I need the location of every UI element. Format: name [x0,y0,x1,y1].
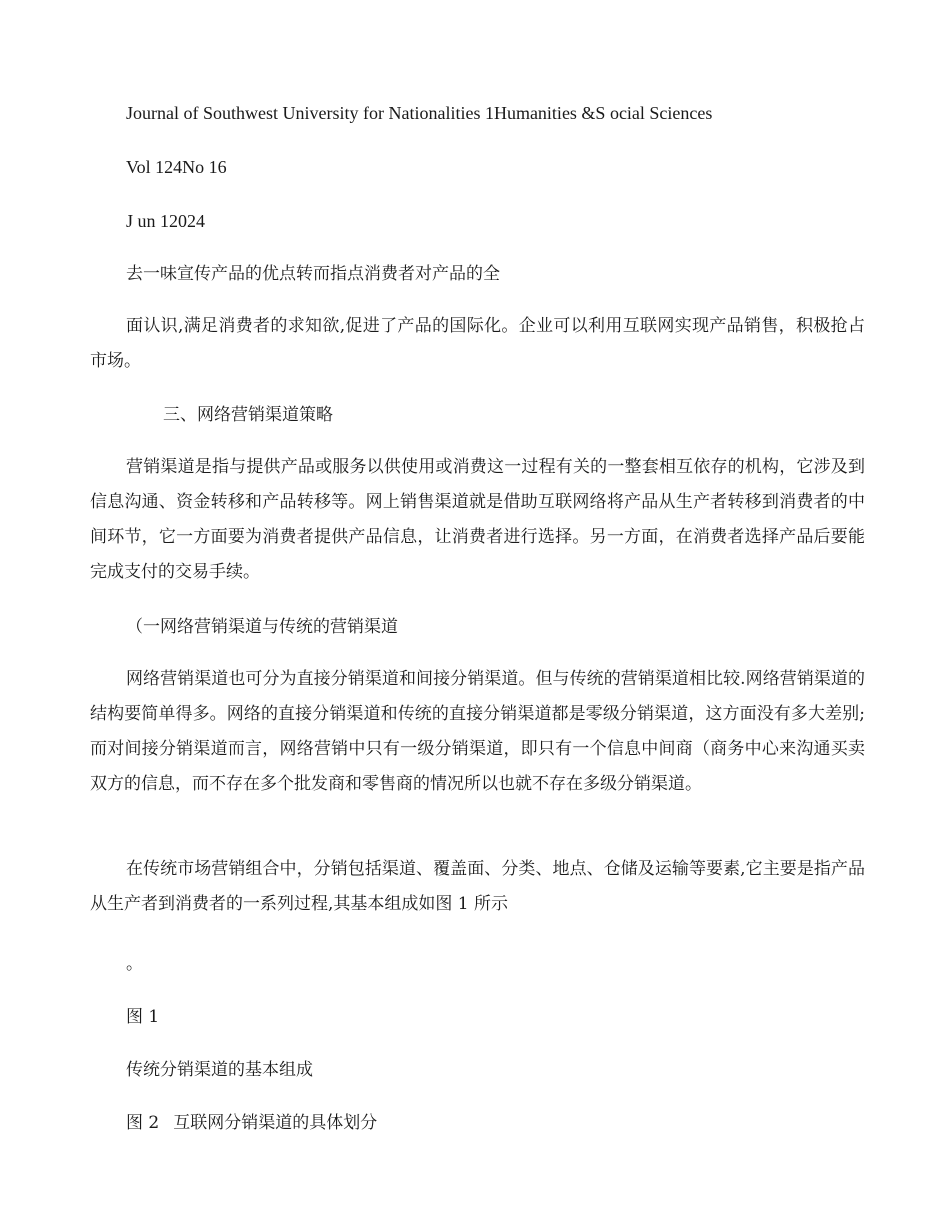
paragraph-4: 在传统市场营销组合中，分销包括渠道、覆盖面、分类、地点、仓储及运输等要素,它主要是指产品从生产者到消费者的一系列过程,其基本组成如图 1 所示 [90,859,865,914]
body-line: 去一味宣传产品的优点转而指点消费者对产品的全 [126,264,500,284]
subsection-heading: （一网络营销渠道与传统的营销渠道 [126,617,398,637]
figure-1-label: 图 1 [126,1007,160,1027]
figure-1-caption: 传统分销渠道的基本组成 [126,1060,313,1080]
section-heading: 三、网络营销渠道策略 [163,405,333,425]
journal-volume: Vol 124No 16 [126,157,227,177]
trailing-mark: 。 [126,954,143,974]
paragraph-1: 面认识,满足消费者的求知欲,促进了产品的国际化。企业可以利用互联网实现产品销售，积极抢占市场。 [90,316,865,371]
journal-title: Journal of Southwest University for Nationalities 1Humanities &S ocial Sciences [126,103,713,123]
figure-2-label: 图 2 [126,1113,160,1133]
figure-2-caption: 互联网分销渠道的具体划分 [173,1113,378,1133]
paragraph-2: 营销渠道是指与提供产品或服务以供使用或消费这一过程有关的一整套相互依存的机构，它涉及到信息沟通、资金转移和产品转移等。网上销售渠道就是借助互联网络将产品从生产者转移到消费者的中间环节，它一方面要为消费者提供产品信息，让消费者进行选择。另一方面，在消费者选择产品后要能完成支付的交易手续。 [90,457,865,582]
paragraph-3: 网络营销渠道也可分为直接分销渠道和间接分销渠道。但与传统的营销渠道相比较.网络营销渠道的结构要简单得多。网络的直接分销渠道和传统的直接分销渠道都是零级分销渠道，这方面没有多大差别;而对间接分销渠道而言，网络营销中只有一级分销渠道，即只有一个信息中间商（商务中心来沟通买卖双方的信息，而不存在多个批发商和零售商的情况所以也就不存在多级分销渠道。 [90,669,865,794]
figure-2-caption-line [126,1111,377,1135]
journal-date: J un 12024 [126,211,206,231]
